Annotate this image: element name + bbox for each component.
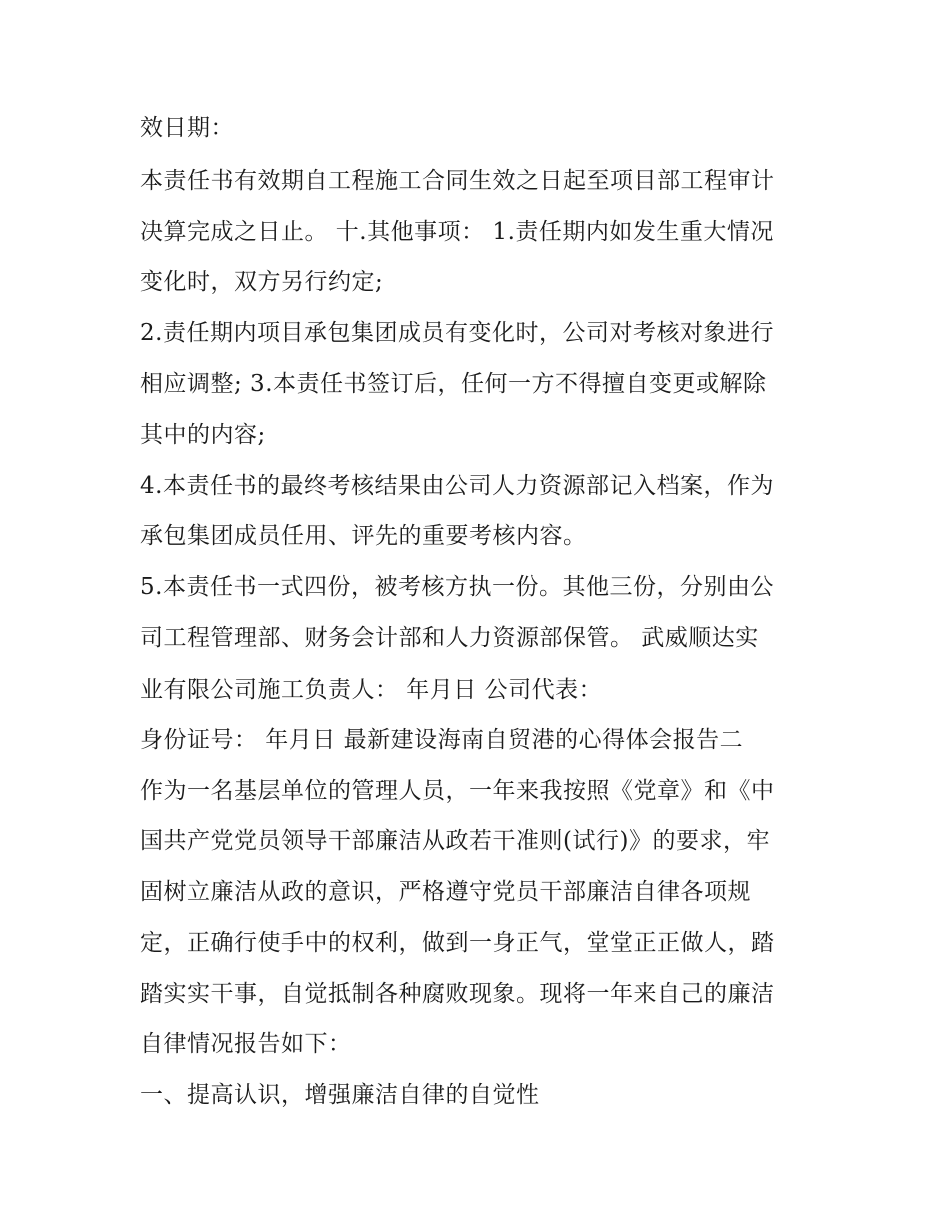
text-line: 变化时，双方另行约定; [140, 269, 384, 295]
text-line: 作为一名基层单位的管理人员，一年来我按照《党章》和《中 [140, 778, 775, 804]
text-line: 相应调整; 3.本责任书签订后，任何一方不得擅自变更或解除 [140, 371, 767, 397]
section-heading: 一、提高认识，增强廉洁自律的自觉性 [140, 1082, 540, 1108]
text-line: 固树立廉洁从政的意识，严格遵守党员干部廉洁自律各项规 [140, 879, 751, 905]
text-line: 身份证号： 年月日 最新建设海南自贸港的心得体会报告二 [140, 727, 744, 753]
text-line: 4.本责任书的最终考核结果由公司人力资源部记入档案，作为 [140, 473, 774, 499]
text-line: 自律情况报告如下： [140, 1031, 352, 1057]
text-line: 国共产党党员领导干部廉洁从政若干准则(试行)》的要求，牢 [140, 828, 770, 854]
text-line: 本责任书有效期自工程施工合同生效之日起至项目部工程审计 [140, 168, 775, 194]
text-line: 承包集团成员任用、评先的重要考核内容。 [140, 523, 587, 549]
text-line: 5.本责任书一式四份，被考核方执一份。其他三份，分别由公 [140, 574, 774, 600]
text-line: 效日期： [140, 115, 234, 141]
text-line: 决算完成之日止。 十.其他事项： 1.责任期内如发生重大情况 [140, 219, 774, 245]
text-line: 踏实实干事，自觉抵制各种腐败现象。现将一年来自己的廉洁 [140, 981, 775, 1007]
text-line: 业有限公司施工负责人： 年月日 公司代表： [140, 677, 603, 703]
text-line: 定，正确行使手中的权利，做到一身正气，堂堂正正做人，踏 [140, 930, 775, 956]
text-line: 其中的内容; [140, 422, 266, 448]
text-line: 司工程管理部、财务会计部和人力资源部保管。 武威顺达实 [140, 625, 759, 651]
text-line: 2.责任期内项目承包集团成员有变化时，公司对考核对象进行 [140, 320, 774, 346]
